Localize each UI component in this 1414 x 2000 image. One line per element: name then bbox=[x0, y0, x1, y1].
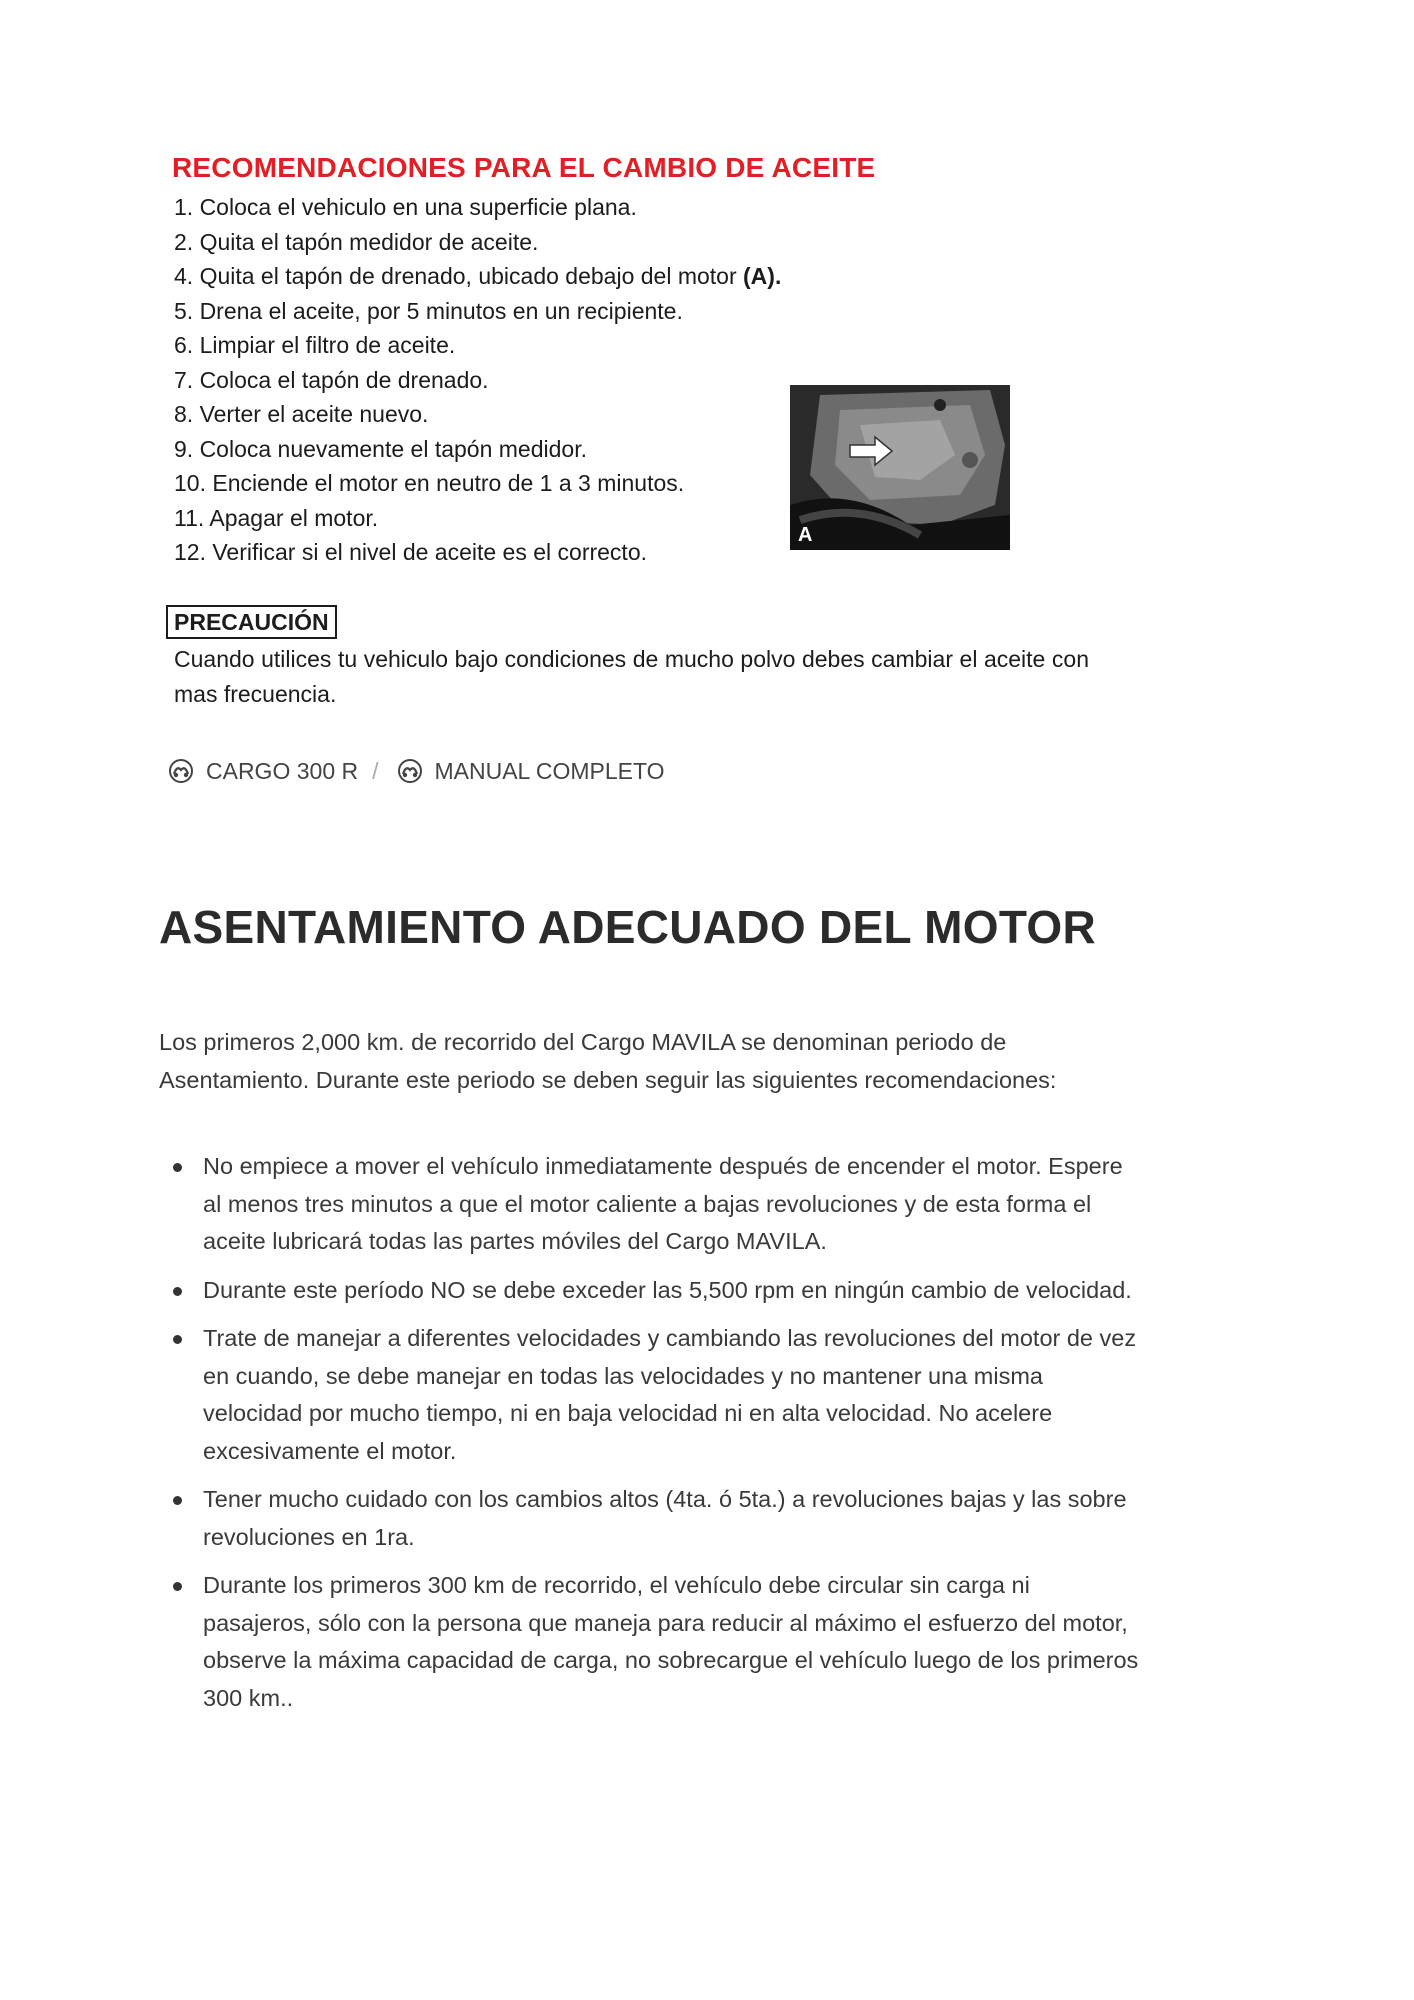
oil-step: 5. Drena el aceite, por 5 minutos en un recipiente. bbox=[174, 297, 683, 324]
recommendations-list bbox=[159, 1148, 1144, 1728]
breadcrumb-link-cargo-300r[interactable] bbox=[168, 758, 358, 785]
list-item-text: Durante este período NO se debe exceder las 5,500 rpm en ningún cambio de velocidad. bbox=[203, 1276, 1132, 1303]
oil-step: 1. Coloca el vehiculo en una superficie plana. bbox=[174, 194, 637, 220]
list-item bbox=[159, 1148, 1144, 1261]
list-item-text: No empiece a mover el vehículo inmediatamente después de encender el motor. Espere al menos tres minutos a que el motor caliente a bajas revoluciones y de esta forma el aceite lubricará todas las partes móviles del Cargo MAVILA. bbox=[203, 1153, 1123, 1254]
oil-step-ref: (A). bbox=[743, 263, 782, 289]
photo-label: A bbox=[798, 524, 813, 546]
bullet-icon bbox=[173, 1163, 182, 1172]
caution-label: PRECAUCIÓN bbox=[166, 605, 337, 639]
engine-photo-graphic bbox=[790, 385, 1010, 550]
list-item-text: Trate de manejar a diferentes velocidades y cambiando las revoluciones del motor de vez en cuando, se debe manejar en todas las velocidades y no mantener una misma velocidad por mucho tiempo, ni en baja velocidad ni en alta velocidad. No acelere excesivamente el motor. bbox=[203, 1325, 1137, 1464]
bullet-icon bbox=[173, 1582, 182, 1591]
breadcrumb-link-manual-completo[interactable] bbox=[397, 758, 665, 785]
bullet-icon bbox=[173, 1496, 182, 1505]
intro-paragraph: Los primeros 2,000 km. de recorrido del Cargo MAVILA se denominan periodo de Asentamiento. Durante este periodo se deben seguir las siguientes recomendaciones: bbox=[159, 1029, 1057, 1093]
breadcrumb-separator: / bbox=[372, 757, 379, 784]
oil-step: 7. Coloca el tapón de drenado. bbox=[174, 366, 489, 393]
oil-step-text: 4. Quita el tapón de drenado, ubicado debajo del motor bbox=[174, 263, 737, 289]
breadcrumb bbox=[168, 754, 665, 788]
engine-drain-photo bbox=[790, 385, 1010, 550]
oil-change-title: RECOMENDACIONES PARA EL CAMBIO DE ACEITE bbox=[172, 152, 876, 183]
oil-step: 2. Quita el tapón medidor de aceite. bbox=[174, 228, 539, 255]
oil-step: 9. Coloca nuevamente el tapón medidor. bbox=[174, 435, 587, 462]
oil-step: 12. Verificar si el nivel de aceite es el correcto. bbox=[174, 539, 648, 565]
oil-step: 8. Verter el aceite nuevo. bbox=[174, 401, 429, 427]
list-item-text: Tener mucho cuidado con los cambios altos (4ta. ó 5ta.) a revoluciones bajas y las sobre revoluciones en 1ra. bbox=[203, 1486, 1127, 1550]
oil-step: 6. Limpiar el filtro de aceite. bbox=[174, 332, 456, 358]
list-item bbox=[159, 1272, 1144, 1310]
list-item bbox=[159, 1481, 1144, 1556]
brand-logo-icon bbox=[168, 758, 194, 784]
bullet-icon bbox=[173, 1335, 182, 1344]
breadcrumb-label: CARGO 300 R bbox=[206, 757, 359, 784]
list-item bbox=[159, 1567, 1144, 1717]
oil-step bbox=[174, 259, 1100, 294]
oil-step: 11. Apagar el motor. bbox=[174, 504, 379, 531]
brand-logo-icon bbox=[397, 758, 423, 784]
breadcrumb-label: MANUAL COMPLETO bbox=[434, 757, 665, 784]
list-item bbox=[159, 1320, 1144, 1470]
caution-text: Cuando utilices tu vehiculo bajo condiciones de mucho polvo debes cambiar el aceite con mas frecuencia. bbox=[174, 646, 1089, 707]
list-item-text: Durante los primeros 300 km de recorrido, el vehículo debe circular sin carga ni pasajeros, sólo con la persona que maneja para reducir al máximo el esfuerzo del motor, observe la máxima capacidad de carga, no sobrecargue el vehículo luego de los primeros 300 km.. bbox=[203, 1572, 1139, 1711]
oil-step: 10. Enciende el motor en neutro de 1 a 3 minutos. bbox=[174, 470, 685, 496]
page-title: ASENTAMIENTO ADECUADO DEL MOTOR bbox=[159, 901, 1097, 953]
bullet-icon bbox=[173, 1287, 182, 1296]
